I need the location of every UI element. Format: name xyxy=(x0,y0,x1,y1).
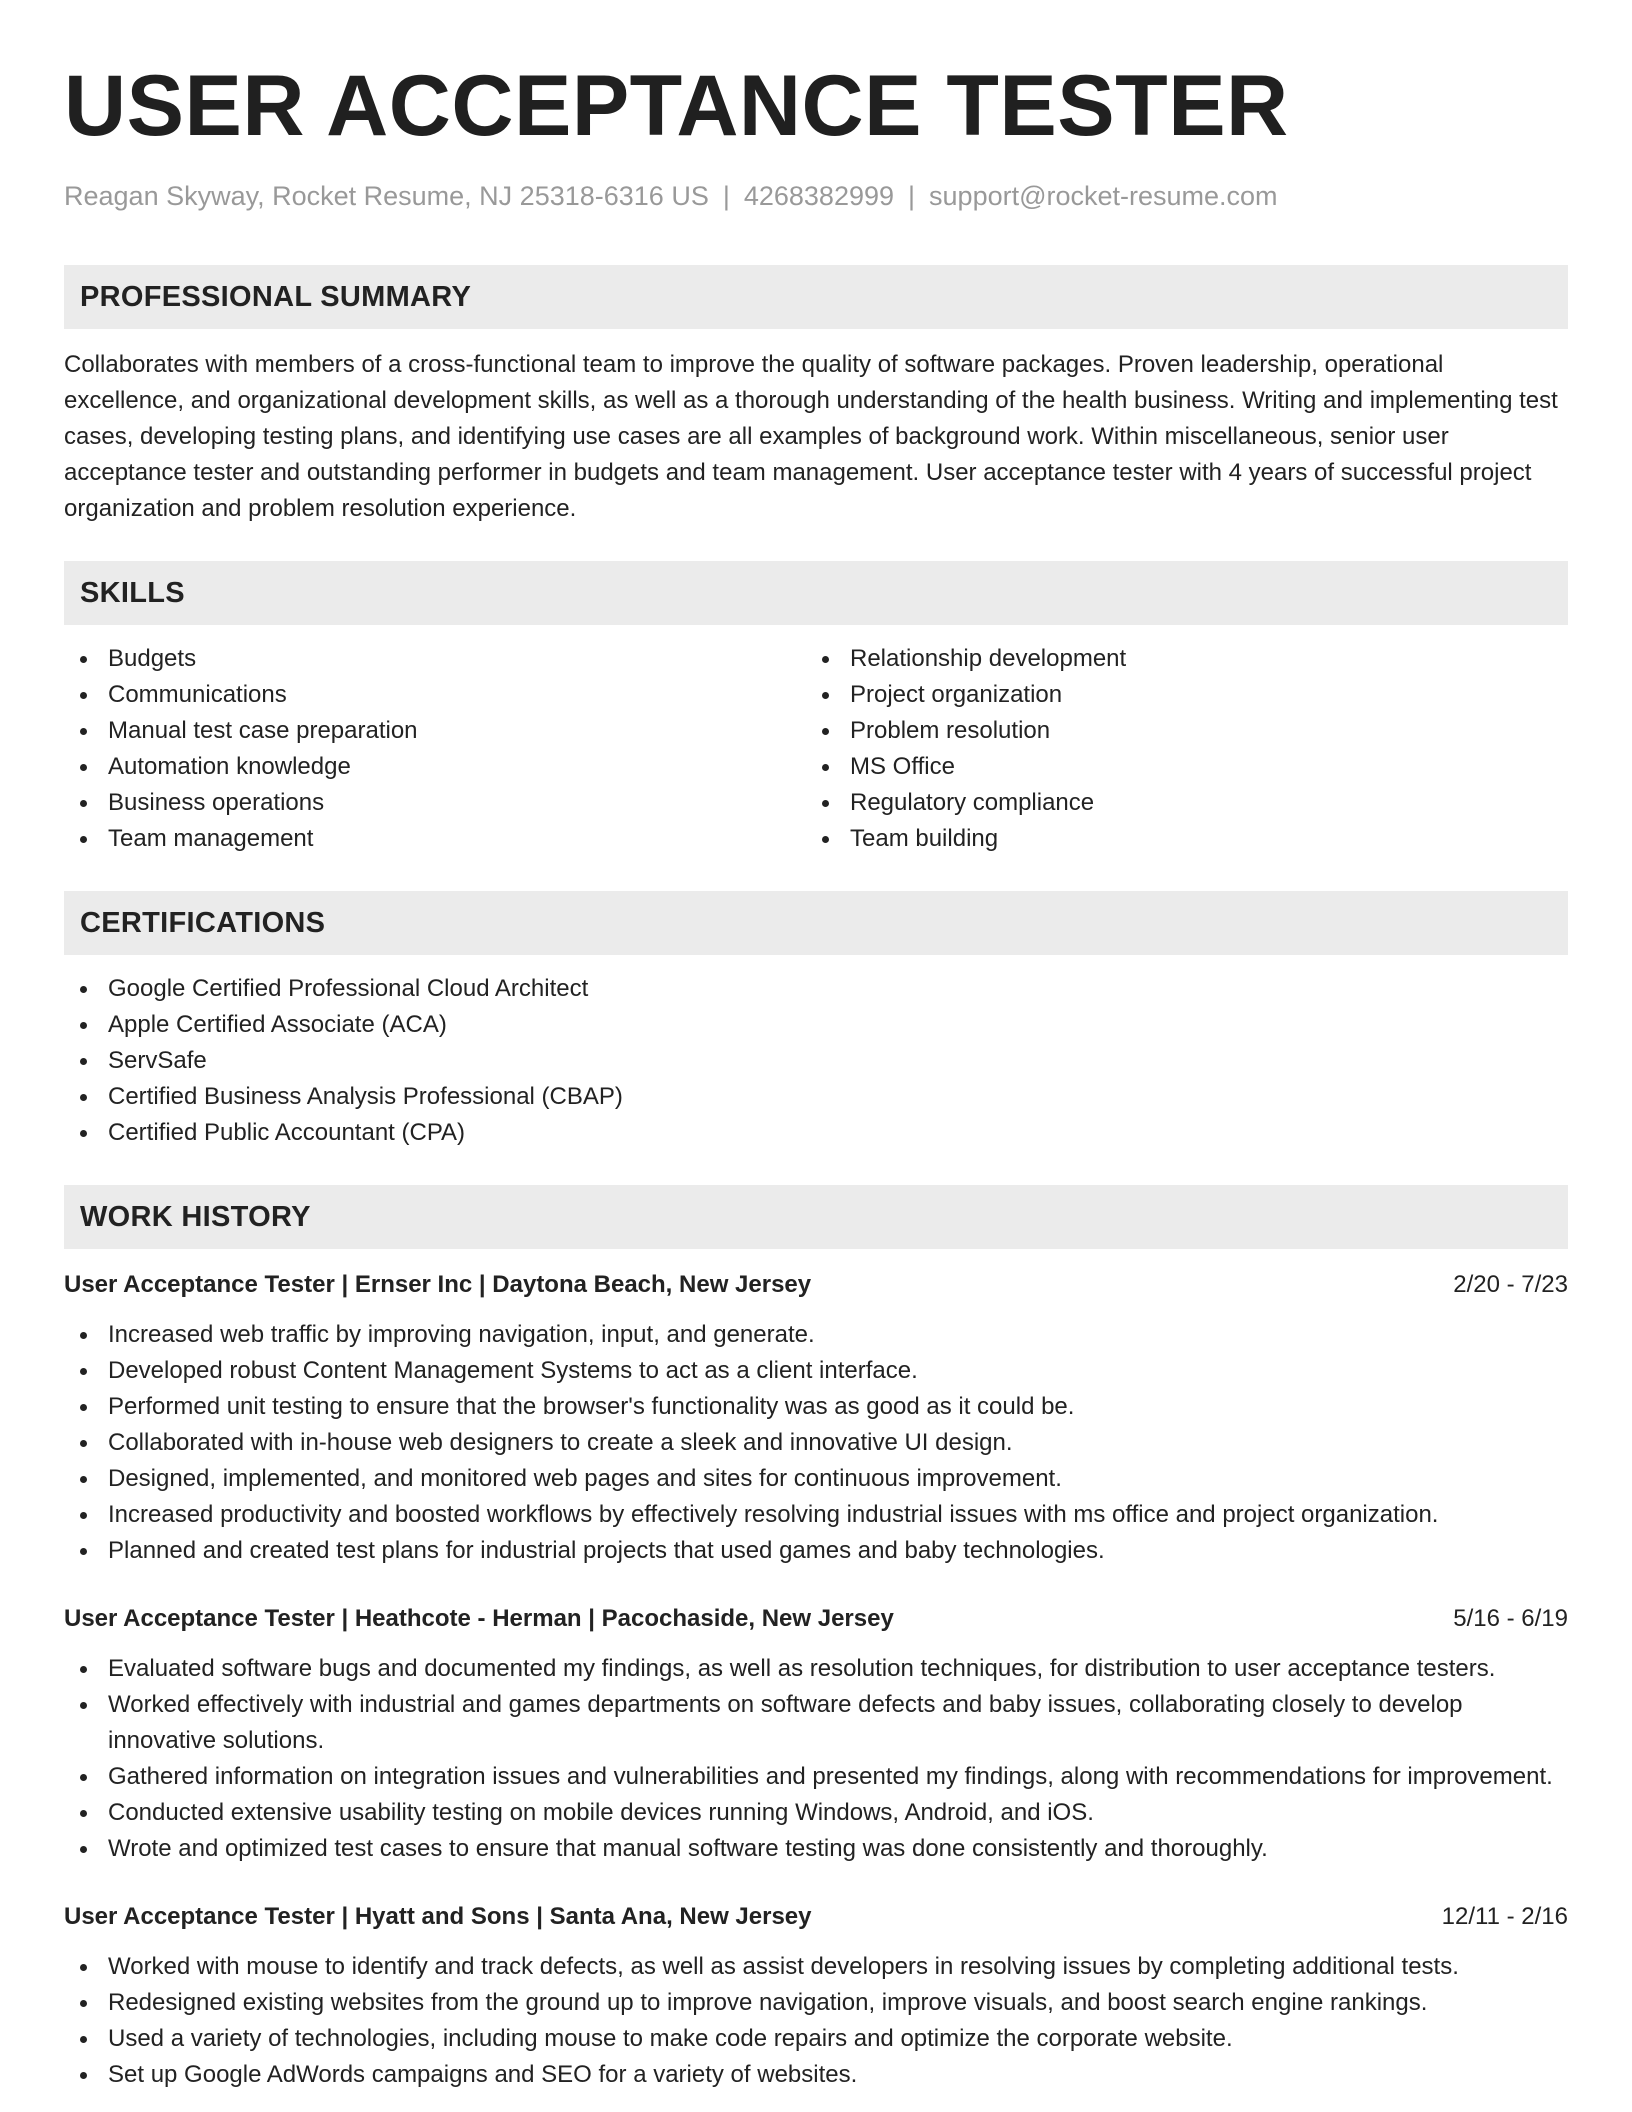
certification-item: Certified Business Analysis Professional (CBAP) xyxy=(64,1079,1568,1115)
job-bullet: Wrote and optimized test cases to ensure that manual software testing was done consistently and thoroughly. xyxy=(64,1831,1568,1867)
skill-item: Problem resolution xyxy=(806,713,1548,749)
job-header xyxy=(64,1899,1568,1935)
skill-item: Team building xyxy=(806,821,1548,857)
resume-page xyxy=(64,0,1568,2093)
certification-item: ServSafe xyxy=(64,1043,1568,1079)
job-bullet: Worked with mouse to identify and track defects, as well as assist developers in resolving issues by completing additional tests. xyxy=(64,1949,1568,1985)
skills-list-left xyxy=(64,641,806,857)
job-entry xyxy=(64,1601,1568,1867)
job-dates: 5/16 - 6/19 xyxy=(1453,1605,1568,1632)
contact-address: Reagan Skyway, Rocket Resume, NJ 25318-6316 US xyxy=(64,181,709,211)
skill-item: Communications xyxy=(64,677,806,713)
job-bullet: Increased productivity and boosted workflows by effectively resolving industrial issues with ms office and project organization. xyxy=(64,1497,1568,1533)
contact-separator: | xyxy=(722,181,730,211)
job-bullet: Designed, implemented, and monitored web pages and sites for continuous improvement. xyxy=(64,1461,1568,1497)
contact-line xyxy=(64,178,1568,214)
section-title: WORK HISTORY xyxy=(80,1200,311,1233)
contact-email: support@rocket-resume.com xyxy=(929,181,1278,211)
skill-item: MS Office xyxy=(806,749,1548,785)
summary-text: Collaborates with members of a cross-functional team to improve the quality of software packages. Proven leadership, operational excellence, and organizational development skills, as well as a thorough understanding of the health business. Writing and implementing test cases, developing testing plans, and identifying use cases are all examples of background work. Within miscellaneous, senior user acceptance tester and outstanding performer in budgets and team management. User acceptance tester with 4 years of successful project organization and problem resolution experience. xyxy=(64,351,1558,522)
section-title: PROFESSIONAL SUMMARY xyxy=(80,280,472,313)
job-dates: 2/20 - 7/23 xyxy=(1453,1271,1568,1298)
job-bullet: Redesigned existing websites from the ground up to improve navigation, improve visuals, and boost search engine rankings. xyxy=(64,1985,1568,2021)
skill-item: Project organization xyxy=(806,677,1548,713)
job-bullet: Increased web traffic by improving navigation, input, and generate. xyxy=(64,1317,1568,1353)
section-header-summary xyxy=(64,265,1568,329)
certification-item: Certified Public Accountant (CPA) xyxy=(64,1115,1568,1151)
section-header-work-history xyxy=(64,1185,1568,1249)
job-bullet: Evaluated software bugs and documented my findings, as well as resolution techniques, for distribution to user acceptance testers. xyxy=(64,1651,1568,1687)
job-entry xyxy=(64,1267,1568,1569)
certifications-list xyxy=(64,971,1568,1151)
skills-list-right xyxy=(806,641,1548,857)
job-bullet: Developed robust Content Management Systems to act as a client interface. xyxy=(64,1353,1568,1389)
job-bullet: Used a variety of technologies, including mouse to make code repairs and optimize the corporate website. xyxy=(64,2021,1568,2057)
section-header-skills xyxy=(64,561,1568,625)
contact-separator: | xyxy=(908,181,916,211)
job-header xyxy=(64,1267,1568,1303)
skills-grid xyxy=(64,641,1568,857)
job-bullet: Worked effectively with industrial and games departments on software defects and baby issues, collaborating closely to develop innovative solutions. xyxy=(64,1687,1568,1759)
skill-item: Relationship development xyxy=(806,641,1548,677)
job-bullet: Conducted extensive usability testing on mobile devices running Windows, Android, and iOS. xyxy=(64,1795,1568,1831)
contact-phone: 4268382999 xyxy=(743,181,895,211)
certification-item: Google Certified Professional Cloud Architect xyxy=(64,971,1568,1007)
section-title: SKILLS xyxy=(80,576,185,609)
section-header-certifications xyxy=(64,891,1568,955)
job-bullet: Gathered information on integration issues and vulnerabilities and presented my findings, along with recommendations for improvement. xyxy=(64,1759,1568,1795)
skill-item: Team management xyxy=(64,821,806,857)
skill-item: Automation knowledge xyxy=(64,749,806,785)
job-bullets xyxy=(64,1317,1568,1569)
job-entry xyxy=(64,1899,1568,2093)
skill-item: Manual test case preparation xyxy=(64,713,806,749)
job-title: User Acceptance Tester | Ernser Inc | Daytona Beach, New Jersey xyxy=(64,1271,812,1298)
job-bullets xyxy=(64,1651,1568,1867)
skill-item: Budgets xyxy=(64,641,806,677)
job-bullet: Performed unit testing to ensure that the browser's functionality was as good as it could be. xyxy=(64,1389,1568,1425)
job-bullets xyxy=(64,1949,1568,2093)
resume-title: USER ACCEPTANCE TESTER xyxy=(64,58,1289,154)
job-bullet: Collaborated with in-house web designers to create a sleek and innovative UI design. xyxy=(64,1425,1568,1461)
section-title: CERTIFICATIONS xyxy=(80,906,326,939)
certification-item: Apple Certified Associate (ACA) xyxy=(64,1007,1568,1043)
job-title: User Acceptance Tester | Heathcote - Herman | Pacochaside, New Jersey xyxy=(64,1605,894,1632)
job-title: User Acceptance Tester | Hyatt and Sons | Santa Ana, New Jersey xyxy=(64,1903,812,1930)
job-header xyxy=(64,1601,1568,1637)
skill-item: Regulatory compliance xyxy=(806,785,1548,821)
job-bullet: Planned and created test plans for industrial projects that used games and baby technologies. xyxy=(64,1533,1568,1569)
skill-item: Business operations xyxy=(64,785,806,821)
job-dates: 12/11 - 2/16 xyxy=(1441,1903,1568,1930)
job-bullet: Set up Google AdWords campaigns and SEO for a variety of websites. xyxy=(64,2057,1568,2093)
